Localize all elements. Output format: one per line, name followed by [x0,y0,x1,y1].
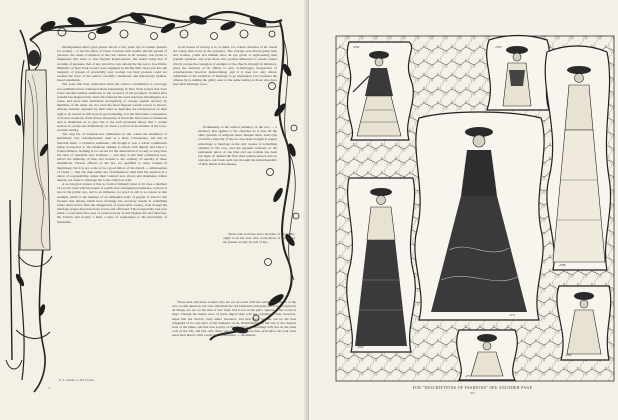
paragraph: The years that have intervened since the writer's contribution to sociology was published have witnessed many happenings in New York society that have borne incontrovertible testimony to the accuracy of his prophecy. Scandal after scandal has disgraced the land and rendered the word marriage meaningless in a sense, and more than individual wrongdoing or outrage against decency by members of the smart set, not even the most flagrant wealth society is known. Among fortunes regarded by their ideal as depicting the transgressors of their right to be treated as still in good good standing, it is the noticeable consequence of frozen violations of the honor and purity of the home have been so numerous and so shameless as to give rise to the well grounded theory that a certain section of society has deliberately set about a revival of the dramas of the forty-seventh century. [57,82,167,133]
pattern-number: 4768 [559,263,566,267]
text-column-1 [57,45,167,380]
paragraph: The long list of scandals has culminated in one, where the institution of matrimony was contemptuously used as a mere convenience, and this in indecent haste, a Christian sentiment, and though it was a whole communion being accessories to the infamous attempt to invest with dignity and honor a fouled alliance. Nothing is too sacred for the desecration of society so long have the rules of standards now standard — and only at last their ordinances now, before the infidelity of men and women to the ordinary of sanctity of these institutions. Various officers of the law are qualified to order couples in matrimony, but it is not a rule to be a good fellow of the church — ambassadors of Christ — that any man under any circumstances shall lend his sanction to a union of responsibility, where their contract now allows and shameless crimes therein, not alone to marriage but to the church as well. [57,132,167,182]
floral-frieze-top [30,10,282,42]
paragraph: is all classes of society, it is, at times, too, whose churches of all creeds are losing their hold on the populace. The average non-church-going man and woman, youth and maiden have an eye given to sight-seeing than popular opinions, and even those who profess adherence to creeds cannot wholly escape the contagion of example of the church, through its ministers, gives the sanction of its offices to easy re-marriages, irrespective of considerations however demoralizing, and if it does not only allows infidelities of the sacrifices of marriage to go unrebuked, but condones the offense by re-uniting the guilty ones to the same feeling as those who have kept their marriage vows. [173,45,277,87]
pattern-number: 4762 [353,45,360,49]
paragraph: Distinguished editor goes greater allows a few years ago in certain quarters for waxing ... to use the effect of lower. Contrast with wealth, that the pursuit of pleasure, the usual occupation of the rich classes in all nations, was prone to degenerate into more or less flagrant licentiousness, the tenant being that of worship of pleasure, that of any attractive way among the last ten to free limits. Members of New York society were negligent in having their views put into the ranguary of present of powerfully easy women, but their protests could not weaken the force of the editor's carefully considered, and historically fashion-based statements. [57,45,167,83]
paragraph: A sociological review is that no form of himself, least of all does a member of a social caste which because of wealth and consequent prominence, is more or less in the public eye, and is an influence for good or evil is so potent as that example which is the member of an influential body of people. It follows that because this among which have marriage has secretary results in something rarely more severe than the disapproval of respectable society, even though the marriage proper may have been severe and officiated. This is especially true now when a conscience-free year of praise bravely in this highest life and therefore, the Church and society a meet a state of wantonness to the knowledge of thousands. [57,182,167,224]
pattern-number: 4769 [357,345,364,349]
text-column-4 [223,232,295,298]
right-page [309,0,618,420]
paragraph: Prominently is the natural tendency of the two — a tendency that applies to the churches as it does all the other systems of religious tenet. Despite them, each type of sinful a majority of the two has been brought to regard remarriage or marriage as the only avenue of something valuable to the race, and the supreme interests of the permanent union of one man and one woman has been lost sight of. Indeed the first shalt remain unwed, and no tolerance can break such ties through the instrumentality of little minds in the disease. [198,125,277,167]
text-column-5 [172,300,296,380]
text-column-2 [173,45,277,121]
page-number: 303 [469,391,476,395]
source-credit: N. L. Stobbs, in The Forum. [59,378,95,382]
pattern-number: 4771 [509,313,516,317]
fashion-plate [309,0,618,420]
fashion-caption: FOR "DESCRIPTIONS OF FASHIONS" SEE ANOTHER PAGE [412,385,533,390]
pattern-number: 4790 [495,45,502,49]
paragraph: Those men and these women who are not in touch with the advanced position of the race on this question, but who still think the old-fashioned principles are to be accepted in all things, are not on the side of law: their fold is not in the pub's opinion of the world at large. Though the matter were of grave import they will not consider. It does, however, mean that the church, even under tolerance, and that these women can be the best safeguard of its own laws of the domestic circle. Rehabilitating is but one of the clearest tests of the times, and that true loyalty of the church to its teachings will rest on the solid rock of the life, and that only those who hold the highest-class principles can look back upon their history with a well-lived conscience. — thousands. [172,300,296,338]
draped-figure-illustration [6,30,52,392]
paragraph: Those who hold the strict doctrine of the family ought to be the ones who could know of tenants of the greater society by rich of law. [223,232,295,245]
text-column-3 [198,125,277,228]
pattern-number: 4764 [565,353,572,357]
pattern-number: 4772 [465,374,472,378]
page-number: 4 [48,386,50,390]
